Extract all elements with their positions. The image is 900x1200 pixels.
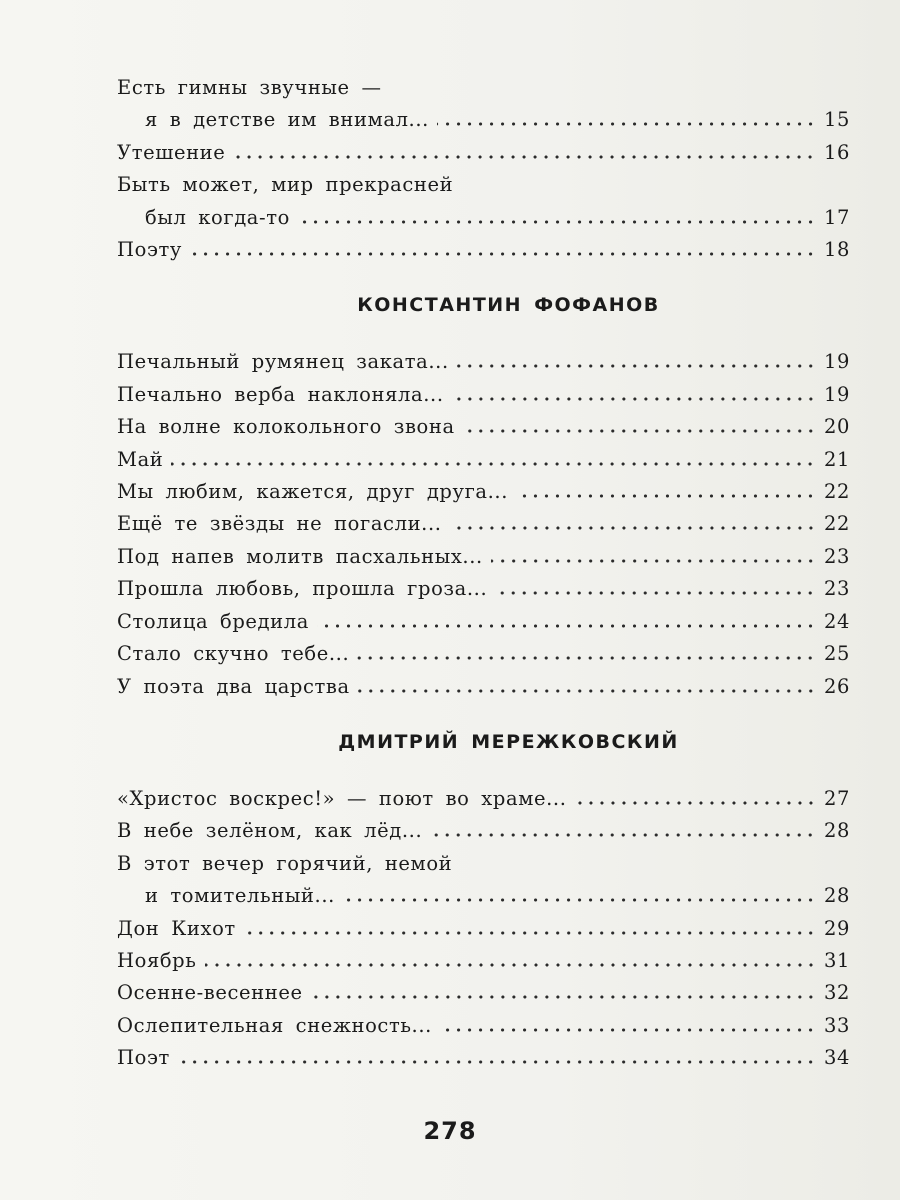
- entry-row: [117, 202, 850, 234]
- dot-leader: [358, 673, 816, 693]
- entry-title: Ноябрь: [117, 948, 197, 972]
- entry-row: [117, 945, 850, 977]
- entry-title: и томительный...: [145, 884, 335, 908]
- entry-row: [117, 541, 850, 573]
- dot-leader: [357, 640, 816, 660]
- entry-row: [117, 977, 850, 1009]
- section-heading: КОНСТАНТИН ФОФАНОВ: [357, 294, 660, 317]
- toc-entry[interactable]: [117, 945, 850, 977]
- entry-title: Поэт: [117, 1046, 170, 1070]
- entry-page-number: 18: [823, 238, 850, 262]
- dot-leader: [495, 575, 816, 595]
- dot-leader: [437, 106, 816, 126]
- toc-entry[interactable]: [117, 913, 850, 945]
- dot-leader: [205, 947, 817, 967]
- toc-entry[interactable]: [117, 508, 850, 540]
- entry-page-number: 24: [823, 609, 850, 633]
- toc-entry[interactable]: [117, 671, 850, 703]
- entry-title: Под напев молитв пасхальных...: [117, 544, 483, 568]
- entry-page-number: 28: [823, 884, 850, 908]
- dot-leader: [452, 381, 816, 401]
- toc-section: [117, 72, 850, 266]
- dot-leader: [233, 139, 816, 159]
- entry-title: Утешение: [117, 140, 226, 164]
- entry-page-number: 27: [823, 786, 850, 810]
- entry-row: [117, 815, 850, 847]
- dot-leader: [457, 348, 816, 368]
- entry-title: Ещё те звёзды не погасли...: [117, 512, 442, 536]
- entry-title: Осенне-весеннее: [117, 981, 303, 1005]
- entry-title-line: В этот вечер горячий, немой: [117, 851, 453, 875]
- entry-title: Столица бредила: [117, 609, 309, 633]
- entry-row: [117, 1010, 850, 1042]
- entry-title-line: Есть гимны звучные —: [117, 76, 382, 99]
- entry-row: [117, 346, 850, 378]
- entry-title: Мы любим, кажется, друг друга...: [117, 480, 509, 504]
- toc-entry[interactable]: [117, 541, 850, 573]
- toc-entry[interactable]: [117, 346, 850, 378]
- toc-section: [117, 294, 850, 702]
- toc-entry[interactable]: [117, 815, 850, 847]
- entry-page-number: 28: [823, 819, 850, 843]
- section-heading: ДМИТРИЙ МЕРЕЖКОВСКИЙ: [338, 730, 679, 753]
- toc-entry[interactable]: [117, 411, 850, 443]
- dot-leader: [317, 608, 816, 628]
- toc-entry[interactable]: [117, 379, 850, 411]
- toc-entry[interactable]: [117, 476, 850, 508]
- dot-leader: [343, 882, 816, 902]
- dot-leader: [298, 204, 816, 224]
- entry-row: [117, 234, 850, 266]
- entry-row: [117, 880, 850, 912]
- toc-entry[interactable]: [117, 169, 850, 234]
- entry-row: [117, 638, 850, 670]
- dot-leader: [463, 413, 816, 433]
- entry-page-number: 17: [823, 205, 850, 229]
- toc-entry[interactable]: [117, 606, 850, 638]
- dot-leader: [178, 1044, 816, 1064]
- toc-entry[interactable]: [117, 1042, 850, 1074]
- entry-page-number: 22: [823, 512, 850, 536]
- entry-page-number: 26: [823, 674, 850, 698]
- entry-row: [117, 411, 850, 443]
- entry-title: Прошла любовь, прошла гроза...: [117, 577, 488, 601]
- entry-page-number: 19: [823, 382, 850, 406]
- entry-page-number: 31: [823, 948, 850, 972]
- entry-page-number: 25: [823, 642, 850, 666]
- page-number: 278: [423, 1117, 477, 1145]
- dot-leader: [575, 785, 816, 805]
- entry-row: [117, 1042, 850, 1074]
- dot-leader: [244, 915, 816, 935]
- dot-leader: [516, 478, 816, 498]
- toc-section: [117, 731, 850, 1075]
- entry-title: Печальный румянец заката...: [117, 350, 449, 374]
- toc-entry[interactable]: [117, 72, 850, 137]
- entry-page-number: 21: [823, 447, 850, 471]
- entry-page-number: 15: [823, 108, 850, 132]
- entry-row: [117, 573, 850, 605]
- entry-title: Печально верба наклоняла...: [117, 382, 444, 406]
- entry-row: [117, 508, 850, 540]
- table-of-contents: [117, 72, 850, 1075]
- entry-page-number: 16: [823, 140, 850, 164]
- entry-row: [117, 476, 850, 508]
- toc-entry[interactable]: [117, 573, 850, 605]
- entry-row: [117, 671, 850, 703]
- entry-row: [117, 137, 850, 169]
- toc-entry[interactable]: [117, 977, 850, 1009]
- dot-leader: [311, 979, 816, 999]
- entry-title: Ослепительная снежность...: [117, 1013, 432, 1037]
- entry-row: [117, 444, 850, 476]
- toc-entry[interactable]: [117, 783, 850, 815]
- entry-title-line: Быть может, мир прекрасней: [117, 173, 454, 197]
- dot-leader: [171, 446, 816, 466]
- entry-page-number: 19: [823, 350, 850, 374]
- dot-leader: [450, 510, 816, 530]
- entry-title: Май: [117, 447, 164, 471]
- entry-title: я в детстве им внимал...: [145, 108, 429, 132]
- entry-row: [117, 913, 850, 945]
- dot-leader: [430, 817, 816, 837]
- entry-row: [117, 104, 850, 136]
- entry-page-number: 22: [823, 480, 850, 504]
- toc-entry[interactable]: [117, 848, 850, 913]
- entry-row: [117, 783, 850, 815]
- entry-page-number: 32: [823, 981, 850, 1005]
- entry-row: [117, 379, 850, 411]
- entry-title: Поэту: [117, 238, 182, 262]
- toc-entry[interactable]: [117, 234, 850, 266]
- toc-entry[interactable]: [117, 444, 850, 476]
- dot-leader: [491, 543, 816, 563]
- entry-page-number: 23: [823, 577, 850, 601]
- entry-title: У поэта два царства: [117, 674, 350, 698]
- entry-page-number: 23: [823, 544, 850, 568]
- dot-leader: [190, 236, 816, 256]
- entry-page-number: 20: [823, 415, 850, 439]
- entry-page-number: 29: [823, 916, 850, 940]
- entry-row: [117, 606, 850, 638]
- entry-page-number: 34: [823, 1046, 850, 1070]
- entry-title: Дон Кихот: [117, 916, 236, 940]
- entry-title: На волне колокольного звона: [117, 415, 455, 439]
- toc-entry[interactable]: [117, 137, 850, 169]
- entry-title: «Христос воскрес!» — поют во храме...: [117, 786, 567, 810]
- toc-entry[interactable]: [117, 1010, 850, 1042]
- entry-title: был когда-то: [145, 205, 290, 229]
- entry-title: Стало скучно тебе...: [117, 642, 350, 666]
- entry-title: В небе зелёном, как лёд...: [117, 819, 423, 843]
- dot-leader: [440, 1012, 816, 1032]
- toc-entry[interactable]: [117, 638, 850, 670]
- entry-page-number: 33: [823, 1013, 850, 1037]
